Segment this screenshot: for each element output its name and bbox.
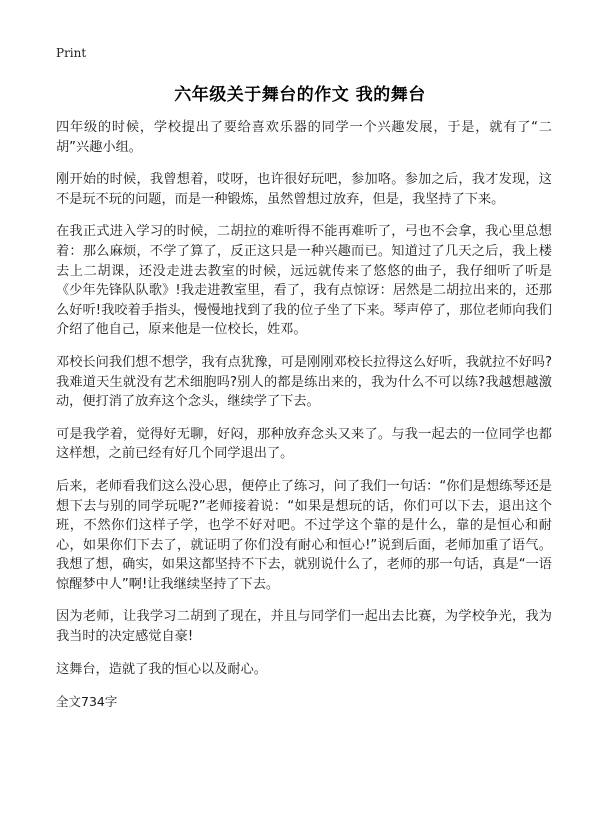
- paragraph-1: 四年级的时候，学校提出了要给喜欢乐器的同学一个兴趣发展，于是，就有了“二胡”兴趣小组。: [56, 120, 552, 155]
- print-link[interactable]: Print: [56, 46, 87, 60]
- article-body: [56, 118, 552, 711]
- paragraph-2: 刚开始的时候，我曾想着，哎呀，也许很好玩吧，参加咯。参加之后，我才发现，这不是玩不玩的问题，而是一种锻炼，虽然曾想过放弃，但是，我坚持了下来。: [56, 172, 552, 207]
- paragraph-7: 因为老师，让我学习二胡到了现在，并且与同学们一起出去比赛，为学校争光，我为我当时的决定感觉自豪!: [56, 609, 552, 645]
- article-title: 六年级关于舞台的作文 我的舞台: [174, 85, 426, 105]
- word-count: 全文734字: [56, 694, 118, 710]
- paragraph-3: 在我正式进入学习的时候，二胡拉的难听得不能再难听了，弓也不会拿，我心里总想着：那么麻烦，不学了算了，反正这只是一种兴趣而已。知道过了几天之后，我上楼去上二胡课，还没走进去教室的时候，远远就传来了悠悠的曲子，我仔细听了听是《少年先锋队队歌》!我走进教室里，看了，我有点惊讶：居然是二胡拉出来的，还那么好听!我咬着手指头，慢慢地找到了我的位子坐了下来。琴声停了，那位老师向我们介绍了他自己，原来他是一位校长，姓邓。: [56, 224, 552, 338]
- paragraph-4: 邓校长问我们想不想学，我有点犹豫，可是刚刚邓校长拉得这么好听，我就拉不好吗?我难道天生就没有艺术细胞吗?别人的都是练出来的，我为什么不可以练?我越想越激动，便打消了放弃这个念头，继续学了下去。: [56, 354, 552, 410]
- paragraph-5: 可是我学着，觉得好无聊，好闷，那种放弃念头又来了。与我一起去的一位同学也都这样想，之前已经有好几个同学退出了。: [56, 426, 552, 462]
- paragraph-6: 后来，老师看我们这么没心思，便停止了练习，问了我们一句话：“你们是想练琴还是想下去与别的同学玩呢?”老师接着说：“如果是想玩的话，你们可以下去，退出这个班，不然你们这样子学，也学不好对吧。不过学这个靠的是什么，靠的是恒心和耐心，如果你们下去了，就证明了你们没有耐心和恒心!”说到后面，老师加重了语气。我想了想，确实，如果这都坚持不下去，就别说什么了，老师的那一句话，真是“一语惊醒梦中人”啊!让我继续坚持了下去。: [56, 478, 552, 592]
- paragraph-8: 这舞台，造就了我的恒心以及耐心。: [56, 661, 267, 677]
